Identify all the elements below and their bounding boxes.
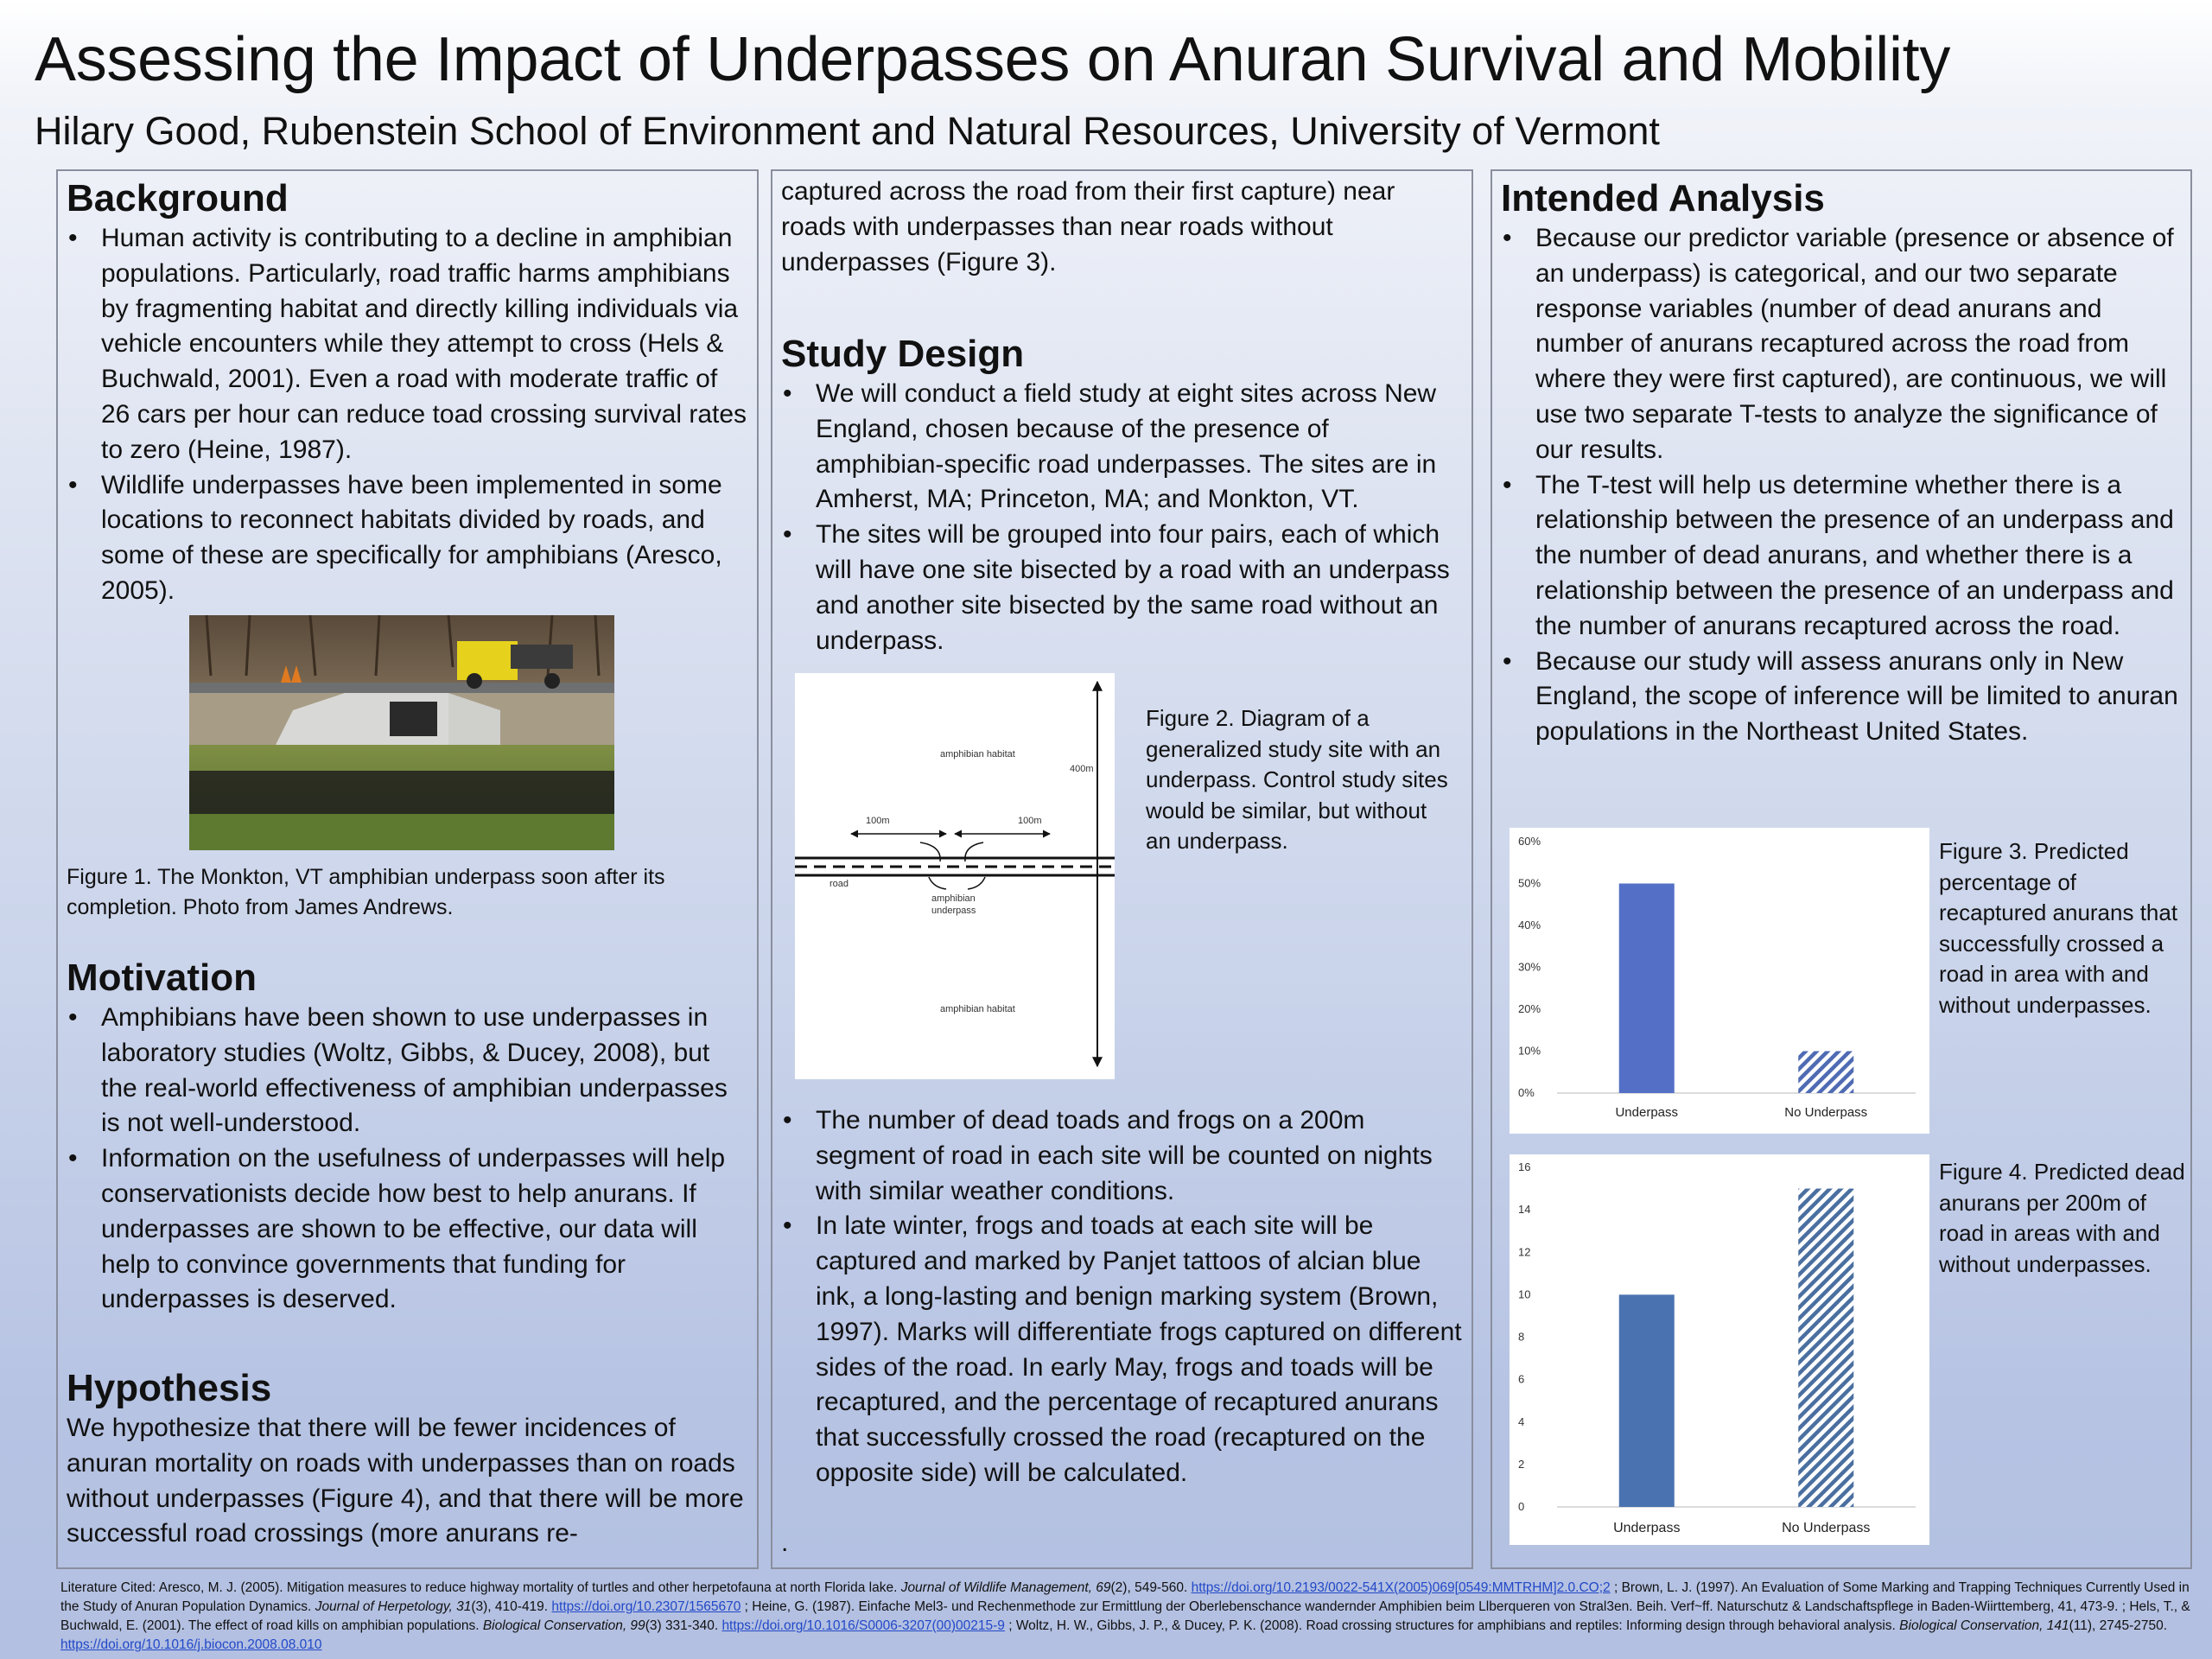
reference-journal: Biological Conservation, 141	[1899, 1618, 2069, 1633]
study-design-bullet: • The number of dead toads and frogs on a 200m segment of road in each site will be counted on nights with similar weather conditions.	[781, 1103, 1463, 1209]
y-tick-label: 12	[1518, 1245, 1531, 1259]
study-design-bullet: • We will conduct a field study at eight sites across New England, chosen because of the presence of amphibian-specific road underpasses. The sites are in Amherst, MA; Princeton, MA; and Monkton, VT.	[781, 377, 1463, 518]
study-design-bullet: • In late winter, frogs and toads at each site will be captured and marked by Panjet tattoos of alcian blue ink, a long-lasting and benign marking system (Brown, 1997). Marks will differentiate frogs captured on different sides of the road. In early May, frogs and toads will be recaptured, and the percentage of recaptured anurans that successfully crossed the road (recaptured on the opposite side) will be calculated.	[781, 1209, 1463, 1491]
y-tick-label: 2	[1518, 1457, 1525, 1471]
y-tick-label: 8	[1518, 1330, 1525, 1344]
x-category-label: Underpass	[1615, 1105, 1679, 1120]
figure2-caption: Figure 2. Diagram of a generalized study site with an underpass. Control study sites would be similar, but without an underpass.	[1146, 705, 1448, 854]
habitat-top-label: amphibian habitat	[940, 749, 1015, 760]
trailing-dot: .	[781, 1529, 789, 1557]
underpass-photo	[189, 615, 614, 850]
y-tick-label: 60%	[1518, 835, 1541, 848]
literature-cited	[60, 1579, 2195, 1655]
reference-link[interactable]: https://doi.org/10.1016/j.biocon.2008.08.010	[60, 1637, 322, 1652]
chart-background	[1510, 828, 1929, 1134]
reference-link[interactable]: https://doi.org/10.2193/0022-541X(2005)069[0549:MMTRHM]2.0.CO;2	[1191, 1580, 1611, 1595]
analysis-bullet: • The T-test will help us determine whether there is a relationship between the presence of an underpass and the number of dead anurans, and whether there is a relationship between the presence of an underpass and the number of anurans recaptured across the road.	[1501, 468, 2182, 645]
reference-text: (2), 549-560.	[1110, 1580, 1192, 1595]
hypothesis-continued: captured across the road from their first capture) near roads with underpasses than near roads without underpasses (Figure 3).	[781, 177, 1395, 276]
motivation-bullet: • Amphibians have been shown to use underpasses in laboratory studies (Woltz, Gibbs, & Ducey, 2008), but the real-world effectiveness of amphibian underpasses is not well-understood.	[67, 1001, 748, 1141]
analysis-bullet: • Because our study will assess anurans only in New England, the scope of inference will be limited to anuran populations in the Northeast United States.	[1501, 645, 2182, 750]
reference-link[interactable]: https://doi.org/10.2307/1565670	[551, 1599, 741, 1614]
figure4-caption: Figure 4. Predicted dead anurans per 200m of road in areas with and without underpasses.	[1939, 1159, 2185, 1277]
study-design-bullet: • The sites will be grouped into four pairs, each of which will have one site bisected by a road with an underpass and another site bisected by the same road without an underpass.	[781, 518, 1463, 658]
x-category-label: No Underpass	[1784, 1105, 1868, 1120]
bar-underpass	[1619, 1294, 1675, 1507]
figure1-caption: Figure 1. The Monkton, VT amphibian underpass soon after its completion. Photo from James Andrews.	[67, 865, 665, 919]
reference-link[interactable]: https://doi.org/10.1016/S0006-3207(00)00215-9	[721, 1618, 1005, 1633]
road-label: road	[830, 879, 849, 889]
y-tick-label: 0%	[1518, 1086, 1535, 1099]
x-category-label: No Underpass	[1782, 1521, 1871, 1535]
right-distance-label: 100m	[1018, 816, 1042, 826]
reference-text: (3) 331-340.	[645, 1618, 722, 1633]
y-tick-label: 50%	[1518, 876, 1541, 890]
background-bullet: • Human activity is contributing to a decline in amphibian populations. Particularly, road traffic harms amphibians by fragmenting habitat and directly killing individuals via vehicle encounters while they attempt to cross (Hels & Buchwald, 2001). Even a road with moderate traffic of 26 cars per hour can reduce toad crossing survival rates to zero (Heine, 1987).	[67, 221, 748, 468]
bar-no-underpass	[1798, 1189, 1853, 1507]
reference-text: ; Woltz, H. W., Gibbs, J. P., & Ducey, P. K. (2008). Road crossing structures for amphibians and reptiles: Informing design through behavioral analysis.	[1004, 1618, 1900, 1633]
background-heading: Background	[67, 177, 289, 219]
poster-title: Assessing the Impact of Underpasses on Anuran Survival and Mobility	[35, 25, 1951, 94]
y-tick-label: 16	[1518, 1160, 1531, 1173]
y-tick-label: 6	[1518, 1372, 1525, 1386]
analysis-bullet: • Because our predictor variable (presence or absence of an underpass) is categorical, and our two separate response variables (number of dead anurans and number of anurans recaptured across the road from where they were first captured), are continuous, we will use two separate T-tests to analyze the significance of our results.	[1501, 221, 2182, 468]
left-column	[56, 169, 759, 1569]
y-tick-label: 20%	[1518, 1002, 1541, 1015]
y-tick-label: 4	[1518, 1414, 1525, 1428]
habitat-bottom-label: amphibian habitat	[940, 1004, 1015, 1014]
poster-authors: Hilary Good, Rubenstein School of Environment and Natural Resources, University of Vermont	[35, 109, 1660, 153]
study-design-list-2	[781, 1103, 1463, 1491]
hypothesis-text: We hypothesize that there will be fewer incidences of anuran mortality on roads with underpasses than on roads without underpasses (Figure 4), and that there will be more successful road crossings (more anurans re-	[67, 1414, 744, 1548]
bar-underpass	[1619, 884, 1675, 1094]
study-design-heading: Study Design	[781, 333, 1025, 375]
figure3-caption: Figure 3. Predicted percentage of recaptured anurans that successfully crossed a road in area with and without underpasses.	[1939, 838, 2178, 1018]
analysis-heading: Intended Analysis	[1501, 177, 1825, 219]
right-column	[1491, 169, 2192, 1569]
y-tick-label: 10%	[1518, 1044, 1541, 1058]
left-distance-label: 100m	[866, 816, 890, 826]
chart-background	[1510, 1154, 1929, 1545]
underpass-label: amphibian underpass	[931, 893, 976, 916]
motivation-heading: Motivation	[67, 957, 257, 999]
bar-no-underpass	[1798, 1052, 1853, 1094]
y-tick-label: 30%	[1518, 960, 1541, 974]
y-tick-label: 10	[1518, 1287, 1531, 1301]
reference-journal: Journal of Wildlife Management, 69	[900, 1580, 1111, 1595]
vertical-distance-label: 400m	[1070, 764, 1094, 774]
y-tick-label: 14	[1518, 1203, 1531, 1217]
middle-column	[771, 169, 1473, 1569]
hypothesis-heading: Hypothesis	[67, 1367, 272, 1409]
figure3-chart	[1510, 828, 1929, 1134]
background-list	[67, 221, 748, 609]
reference-text: (3), 410-419.	[471, 1599, 552, 1614]
study-design-list	[781, 377, 1463, 658]
reference-text: ; Heine, G. (1987). Einfache Mel3- und Rechenmethode zur Ermittlung der Oberlebenschance wandernder Amphibien beim Llberqueren von Stral3en. Beih. Verf~ff. Naturschutz & Landschaftspflege in Baden-Wiirttemberg, 41, 473-9. ; Hels, T., & Buchwald, E. (2001). The effect of road kills on amphibian populations.	[60, 1599, 2190, 1633]
study-site-diagram	[795, 673, 1115, 1079]
figure4-chart	[1510, 1154, 1929, 1545]
reference-text: ; Brown, L. J. (1997). An Evaluation of Some Marking and Trapping Techniques Currently Used in the Study of Anuran Population Dynamics.	[60, 1580, 2190, 1614]
x-category-label: Underpass	[1613, 1521, 1681, 1535]
analysis-list	[1501, 221, 2182, 750]
reference-text: Literature Cited: Aresco, M. J. (2005). Mitigation measures to reduce highway mortality of turtles and other herpetofauna at north Florida lake.	[60, 1580, 901, 1595]
motivation-bullet: • Information on the usefulness of underpasses will help conservationists decide how best to help anurans. If underpasses are shown to be effective, our data will help to convince governments that funding for underpasses is deserved.	[67, 1141, 748, 1318]
y-tick-label: 40%	[1518, 918, 1541, 931]
y-tick-label: 0	[1518, 1500, 1525, 1513]
background-bullet: • Wildlife underpasses have been implemented in some locations to reconnect habitats divided by roads, and some of these are specifically for amphibians (Aresco, 2005).	[67, 468, 748, 609]
reference-text: (11), 2745-2750.	[2069, 1618, 2168, 1633]
motivation-list	[67, 1001, 748, 1318]
reference-journal: Journal of Herpetology, 31	[315, 1599, 472, 1614]
reference-journal: Biological Conservation, 99	[482, 1618, 645, 1633]
